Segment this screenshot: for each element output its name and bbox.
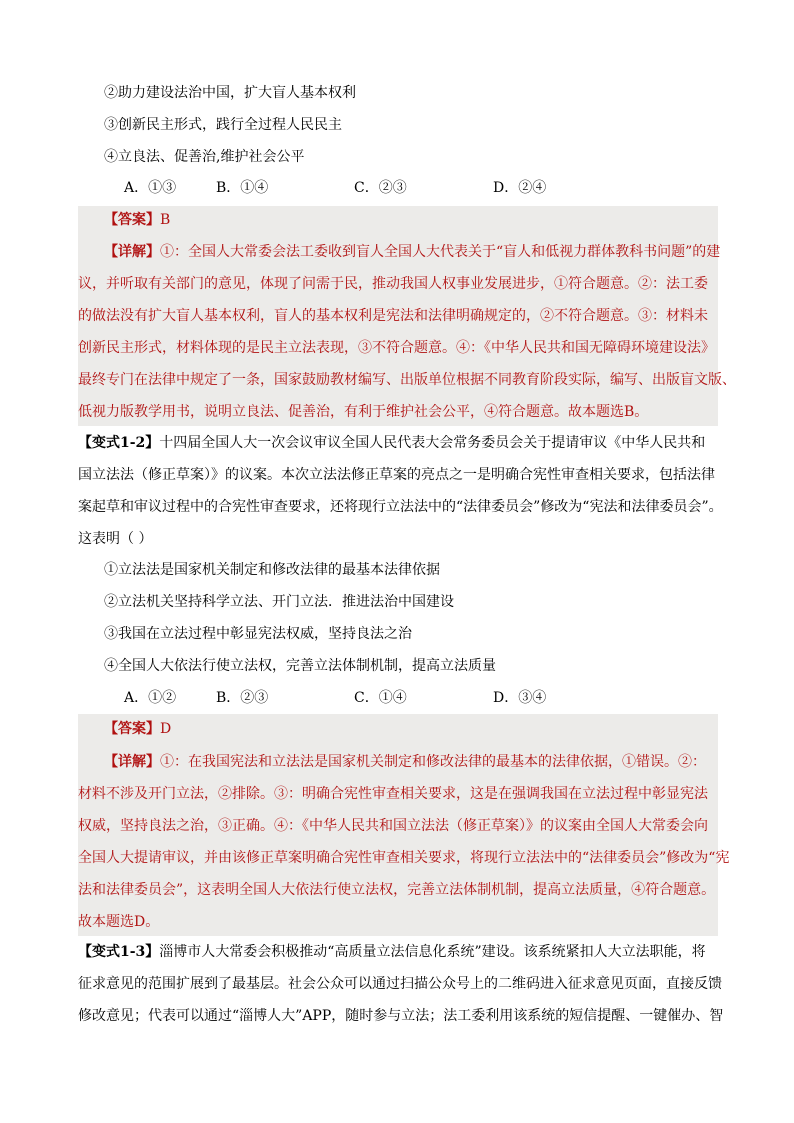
q1-detail-line-6: 低视力版教学用书，说明立良法、促善治，有利于维护社会公平，④符合题意。故本题选B。 xyxy=(78,404,649,420)
q2-detail-line-1: 【详解】①：在我国宪法和立法法是国家机关制定和修改法律的最基本的法律依据，①错误。②： xyxy=(104,754,706,770)
q1-detail-line-4: 创新民主形式，材料体现的是民主立法表现，③不符合题意。④：《中华人民共和国无障碍环境建设法》 xyxy=(78,340,715,356)
q1-answer-box xyxy=(78,206,736,426)
q2-option-2: ②立法机关坚持科学立法、开门立法．推进法治中国建设 xyxy=(104,594,454,610)
q2-stem-line-2: 国立法法（修正草案）》的议案。本次立法法修正草案的亮点之一是明确合宪性审查相关要求，包括法律 xyxy=(78,467,715,483)
q2-option-4: ④全国人大依法行使立法权，完善立法体制机制，提高立法质量 xyxy=(104,658,496,674)
q2-choice-c: C．①④ xyxy=(354,690,407,706)
q2-stem-line-1: 【变式1-2】十四届全国人大一次会议审议全国人民代表大会常务委员会关于提请审议《中华人民共和 xyxy=(78,435,706,451)
q1-answer xyxy=(104,211,170,229)
q1-detail-label: 【详解】 xyxy=(104,244,160,260)
q1-detail-line-2: 议，并听取有关部门的意见，体现了问需于民，推动我国人权事业发展进步，①符合题意。②：法工委 xyxy=(78,276,708,292)
q2-answer xyxy=(104,720,171,738)
q1-option-4: ④立良法、促善治,维护社会公平 xyxy=(104,149,305,165)
q1-detail-line-3: 的做法没有扩大盲人基本权利，盲人的基本权利是宪法和法律明确规定的，②不符合题意。③：材料未 xyxy=(78,308,708,324)
q2-choice-b: B．②③ xyxy=(216,690,269,706)
q1-detail-line-1: 【详解】①：全国人大常委会法工委收到盲人全国人大代表关于“盲人和低视力群体教科书问题”的建 xyxy=(104,244,721,260)
q2-detail-line-6: 故本题选D。 xyxy=(78,914,160,930)
q2-option-3: ③我国在立法过程中彰显宪法权威，坚持良法之治 xyxy=(104,626,412,642)
q1-answer-value: B xyxy=(160,212,171,228)
q2-choice-a: A．①② xyxy=(124,690,177,706)
q2-answer-box xyxy=(78,714,730,936)
q1-detail-line-5: 最终专门在法律中规定了一条，国家鼓励教材编写、出版单位根据不同教育阶段实际，编写、出版盲文版、 xyxy=(78,372,736,388)
q2-label: 【变式1-2】 xyxy=(78,435,160,451)
q2-detail-line-5: 法和法律委员会”，这表明全国人大依法行使立法权，完善立法体制机制，提高立法质量，④符合题意。 xyxy=(78,882,716,898)
q2-answer-label: 【答案】 xyxy=(104,721,160,737)
q3-stem-line-2: 征求意见的范围扩展到了最基层。社会公众可以通过扫描公众号上的二维码进入征求意见页面，直接反馈 xyxy=(78,976,722,992)
q1-option-2: ②助力建设法治中国，扩大盲人基本权利 xyxy=(104,85,356,101)
q2-choice-d: D．③④ xyxy=(493,690,547,706)
q1-answer-label: 【答案】 xyxy=(104,212,160,228)
q2-answer-value: D xyxy=(160,721,172,737)
q2-detail-line-2: 材料不涉及开门立法，②排除。③：明确合宪性审查相关要求，这是在强调我国在立法过程中彰显宪法 xyxy=(78,786,708,802)
q3-label: 【变式1-3】 xyxy=(78,944,160,960)
q2-stem-line-4: 这表明（ ） xyxy=(78,531,153,547)
q1-choice-a: A．①③ xyxy=(124,180,177,196)
q2-detail-line-4: 全国人大提请审议，并由该修正草案明确合宪性审查相关要求，将现行立法法中的“法律委员会”修改为“宪 xyxy=(78,850,730,866)
q3-stem-line-3: 修改意见；代表可以通过“淄博人大”APP，随时参与立法；法工委利用该系统的短信提醒、一键催办、智 xyxy=(78,1008,724,1024)
q2-detail-line-3: 权威，坚持良法之治，③正确。④：《中华人民共和国立法法（修正草案）》的议案由全国人大常委会向 xyxy=(78,818,708,834)
q2-option-1: ①立法法是国家机关制定和修改法律的最基本法律依据 xyxy=(104,562,440,578)
q3-stem-line-1: 【变式1-3】淄博市人大常委会积极推动“高质量立法信息化系统”建设。该系统紧扣人大立法职能，将 xyxy=(78,944,706,960)
q2-detail-label: 【详解】 xyxy=(104,754,160,770)
q1-option-3: ③创新民主形式，践行全过程人民民主 xyxy=(104,117,342,133)
q1-choice-c: C．②③ xyxy=(354,180,407,196)
q1-choice-b: B．①④ xyxy=(216,180,269,196)
q2-stem-line-3: 案起草和审议过程中的合宪性审查要求，还将现行立法法中的“法律委员会”修改为“宪法和法律委员会”。 xyxy=(78,499,723,515)
q1-choice-d: D．②④ xyxy=(493,180,547,196)
